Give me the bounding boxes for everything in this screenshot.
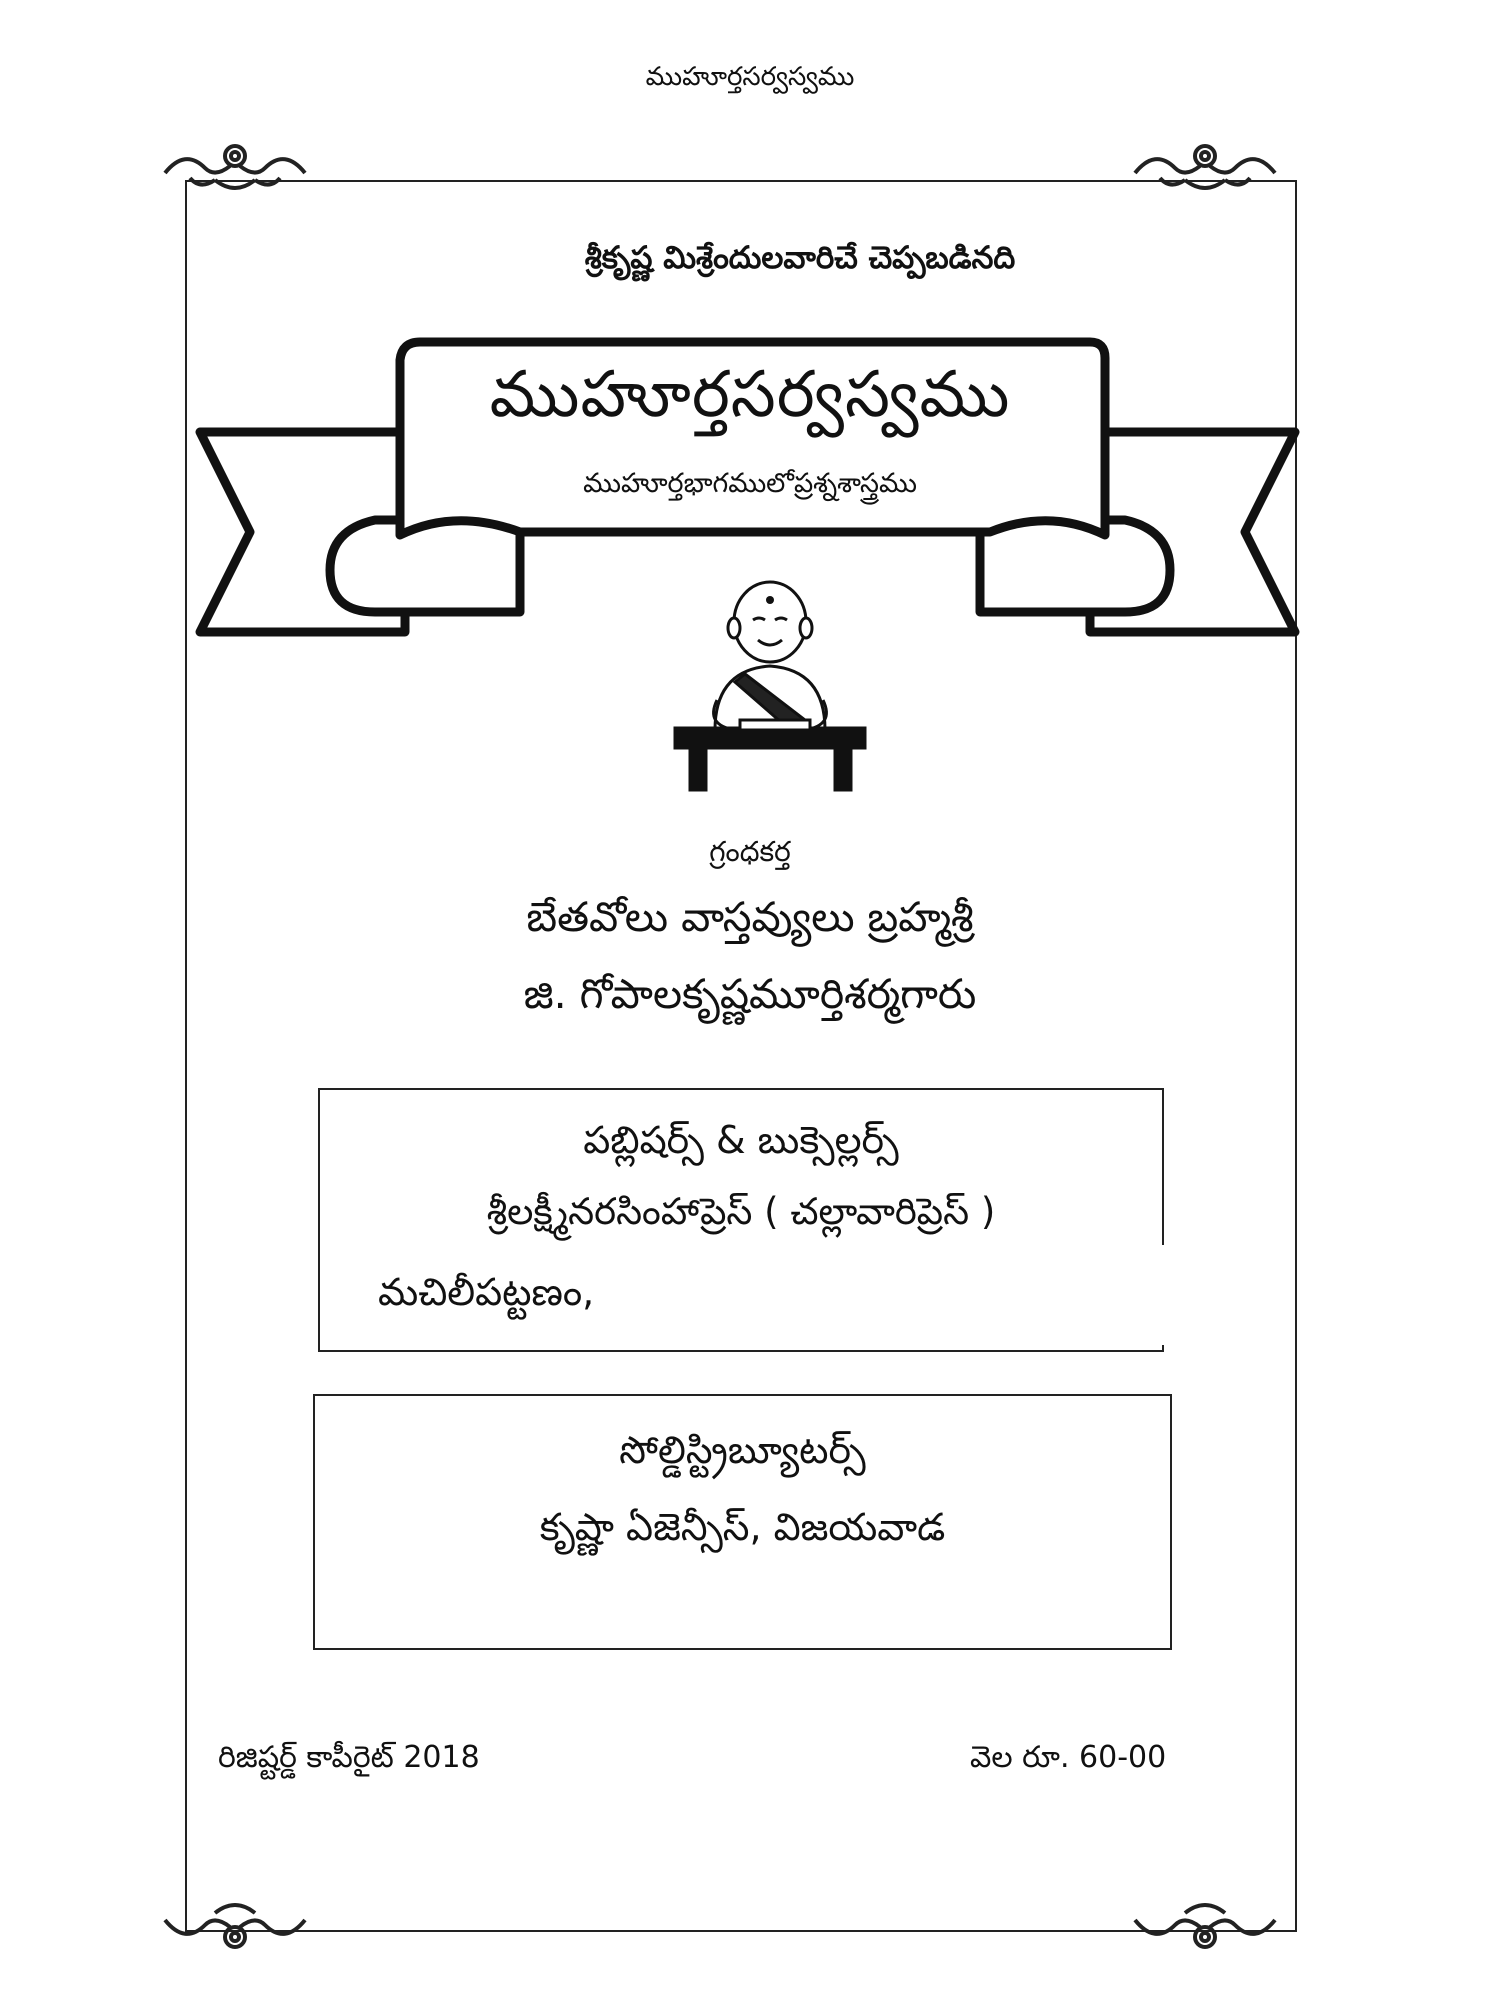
author-line-1: బేతవోలు వాస్తవ్యులు బ్రహ్మశ్రీ bbox=[526, 893, 974, 941]
scholar-writing-icon bbox=[655, 570, 885, 810]
corner-ornament-bottom-right bbox=[1130, 1895, 1280, 1965]
author-line-2: జి. గోపాలకృష్ణమూర్తిశర్మగారు bbox=[523, 970, 977, 1018]
price-label: వెల రూ. 60-00 bbox=[970, 1740, 1167, 1775]
corner-ornament-top-right bbox=[1130, 128, 1280, 198]
running-head: ముహూర్తసర్వస్వము bbox=[645, 62, 855, 92]
publisher-line-1: పబ్లిషర్స్ & బుక్సెల్లర్స్ bbox=[583, 1118, 899, 1162]
distributor-line-2: కృష్ణా ఏజెన్సీస్, విజయవాడ bbox=[539, 1505, 946, 1549]
corner-ornament-top-left bbox=[160, 128, 310, 198]
distributor-line-1: సోల్డిస్ట్రిబ్యూటర్స్ bbox=[619, 1428, 866, 1472]
book-subtitle: ముహూర్తభాగములోప్రశ్నశాస్త్రము bbox=[583, 468, 917, 499]
erased-area bbox=[650, 1245, 1165, 1345]
publisher-line-2: శ్రీలక్ష్మీనరసింహాప్రెస్ ( చల్లావారిప్రెస్ ) bbox=[486, 1190, 996, 1233]
copyright-notice: రిజిష్టర్డ్ కాపీరైట్ 2018 bbox=[218, 1740, 480, 1775]
corner-ornament-bottom-left bbox=[160, 1895, 310, 1965]
publisher-line-3: మచిలీపట్టణం, bbox=[378, 1270, 595, 1314]
byline: శ్రీకృష్ణ మిశ్రేందులవారిచే చెప్పబడినది bbox=[584, 240, 1016, 276]
book-title: ముహూర్తసర్వస్వము bbox=[489, 358, 1011, 432]
author-label: గ్రంధకర్త bbox=[709, 835, 791, 868]
